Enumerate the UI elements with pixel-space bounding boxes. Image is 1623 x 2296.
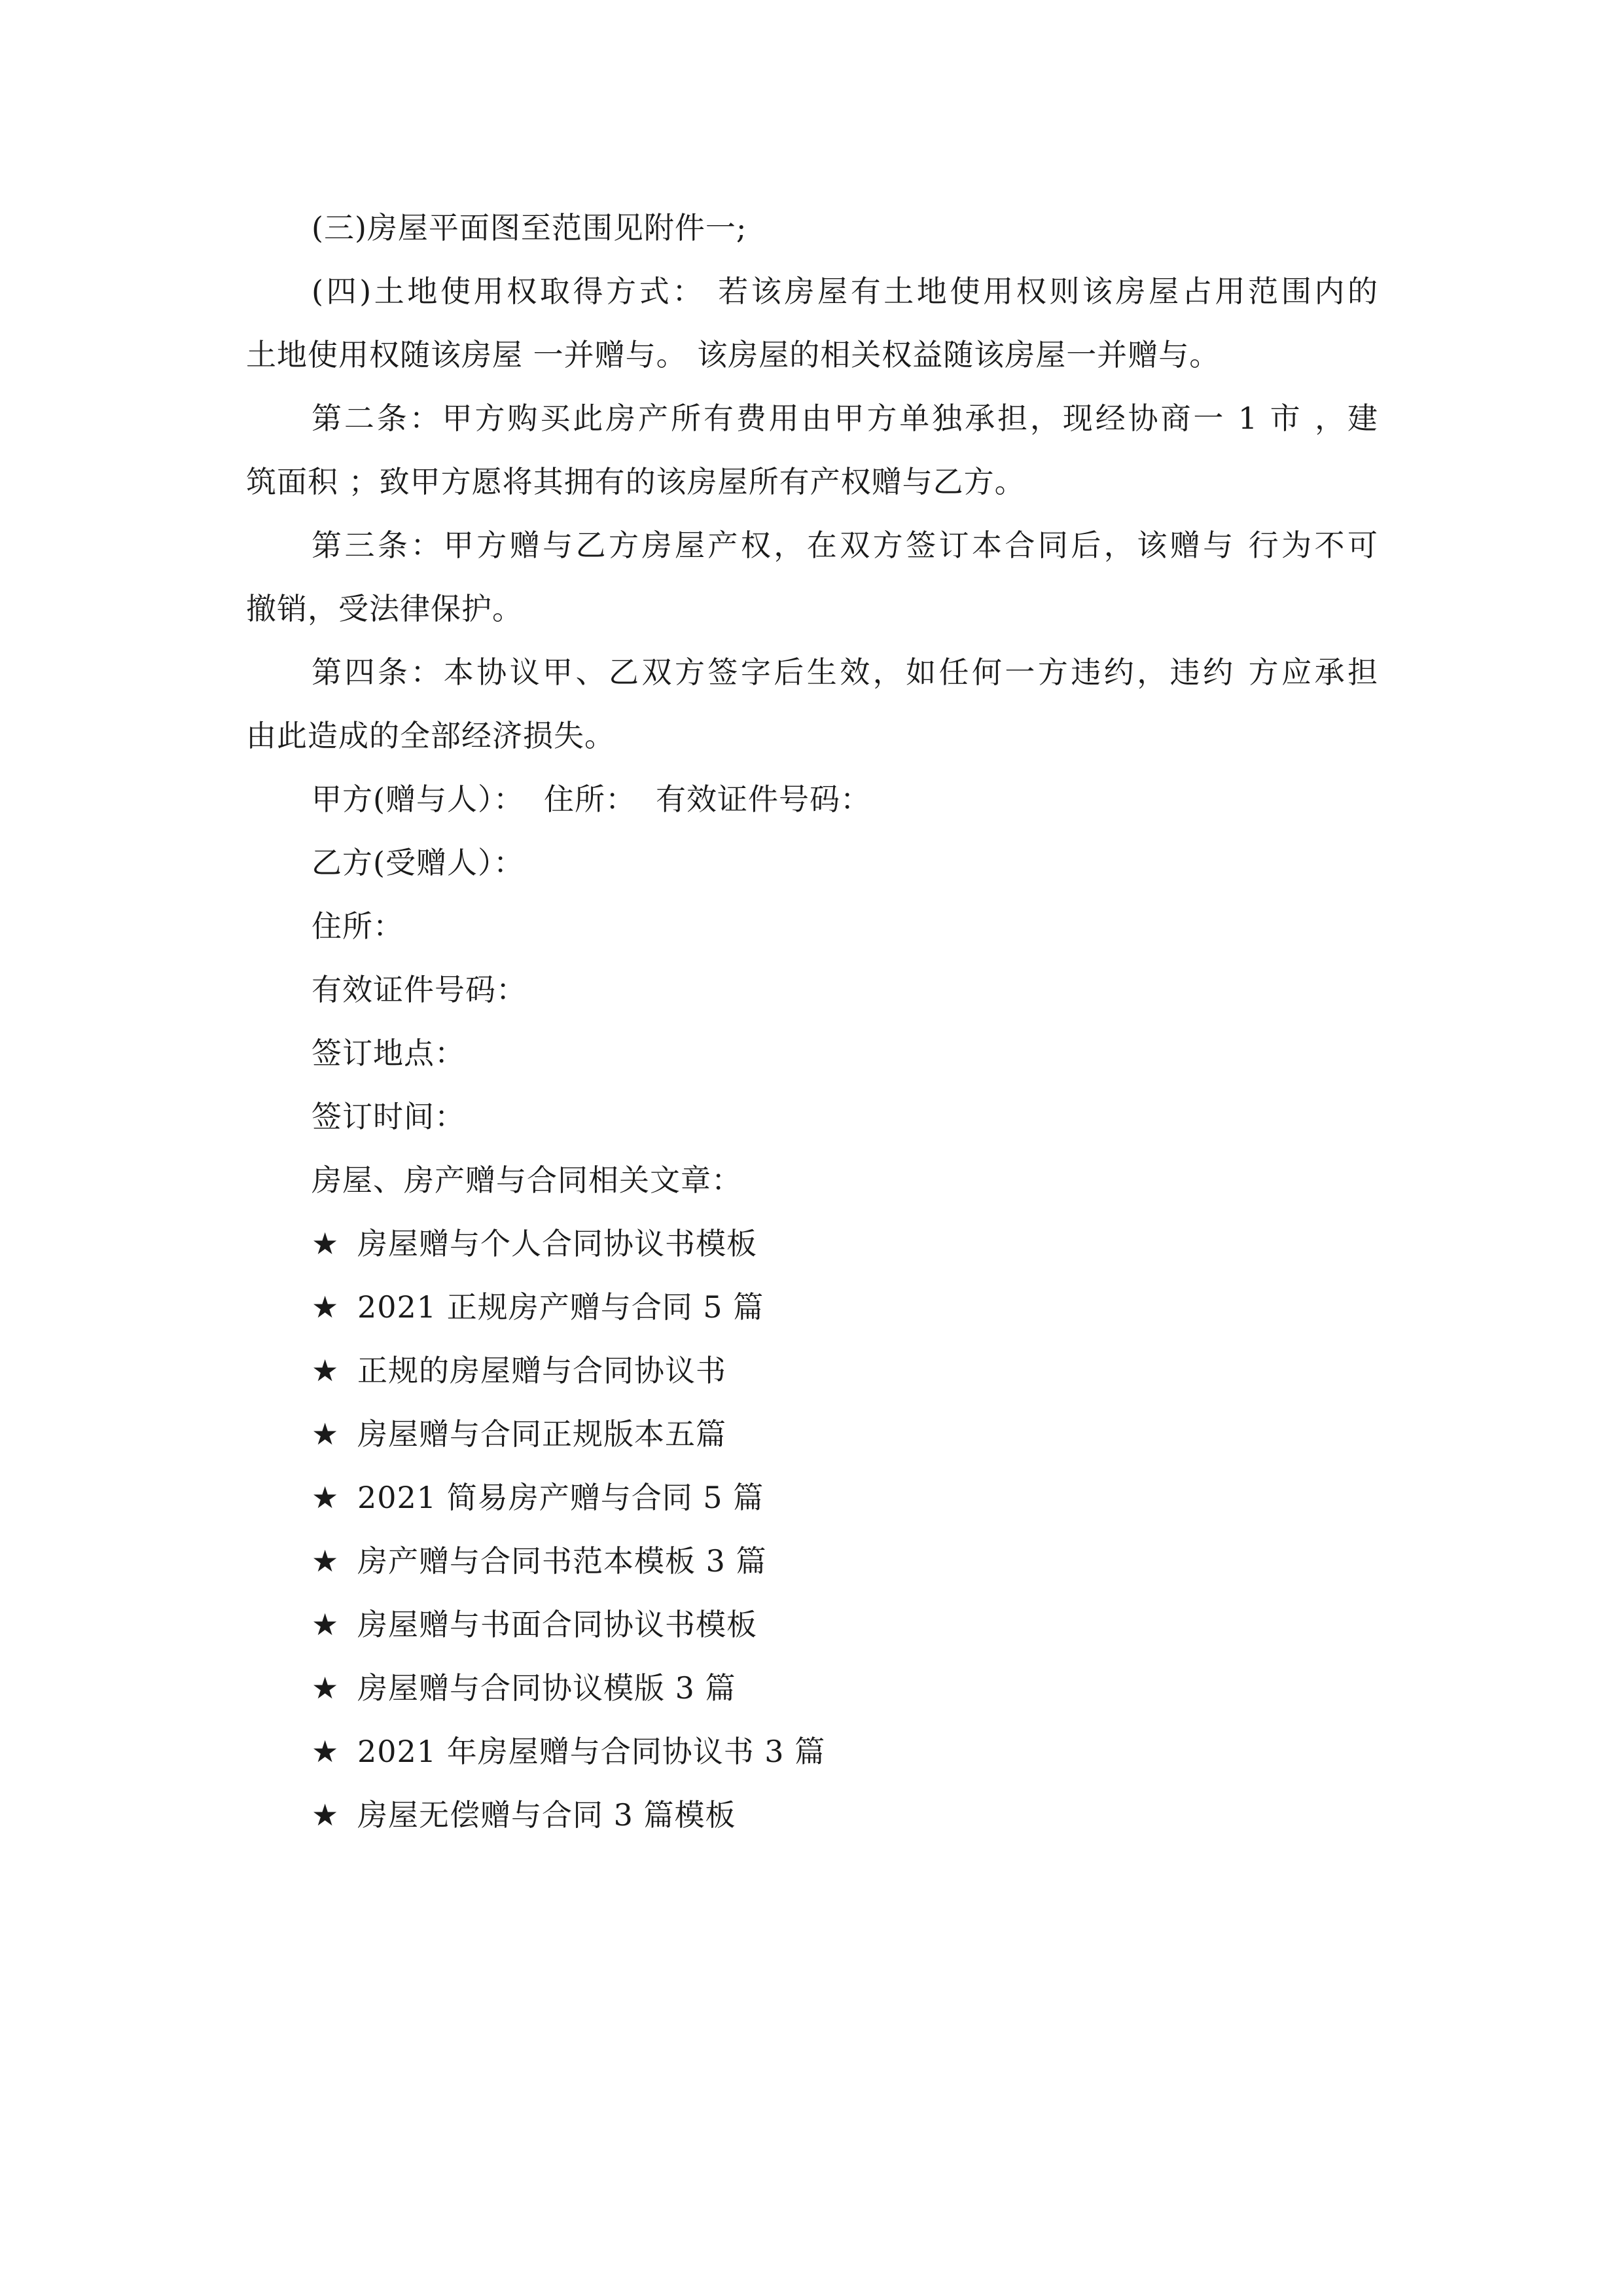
article-4-line-1: 第四条：本协议甲、乙双方签字后生效，如任何一方违约，违约 方应承担 [312, 655, 1378, 690]
party-a-label: 甲方(赠与人）： [312, 781, 524, 817]
related-article-link: 房屋赠与合同协议模版 3 篇 [357, 1670, 736, 1706]
star-icon: ★ [312, 1670, 340, 1706]
list-item [246, 1530, 1378, 1593]
related-articles-heading: 房屋、房产赠与合同相关文章： [312, 1162, 742, 1198]
related-article-link: 2021 年房屋赠与合同协议书 3 篇 [357, 1734, 826, 1769]
party-a-line [246, 768, 1378, 831]
list-item [246, 1276, 1378, 1339]
star-icon: ★ [312, 1353, 340, 1388]
star-icon: ★ [312, 1289, 340, 1325]
related-article-link: 2021 正规房产赠与合同 5 篇 [357, 1289, 764, 1325]
list-item [246, 1403, 1378, 1466]
related-articles-list [246, 1212, 1378, 1847]
article-3-line-1: 第三条：甲方赠与乙方房屋产权，在双方签订本合同后，该赠与 行为不可 [312, 528, 1378, 563]
document-body [246, 196, 1378, 1847]
related-article-link: 房屋无偿赠与合同 3 篇模板 [357, 1797, 736, 1833]
id-number-label: 有效证件号码： [312, 972, 527, 1007]
related-article-link: 房屋赠与个人合同协议书模板 [357, 1226, 757, 1261]
party-a-address-label: 住所： [543, 781, 636, 817]
list-item [246, 1784, 1378, 1847]
related-article-link: 房产赠与合同书范本模板 3 篇 [357, 1543, 767, 1579]
clause-4-line-2: 土地使用权随该房屋 一并赠与。 该房屋的相关权益随该房屋一并赠与。 [246, 337, 1221, 372]
list-item [246, 1339, 1378, 1403]
related-article-link: 房屋赠与书面合同协议书模板 [357, 1607, 757, 1642]
related-article-link: 2021 简易房产赠与合同 5 篇 [357, 1480, 764, 1515]
list-item [246, 1720, 1378, 1784]
address-label: 住所： [312, 908, 404, 944]
list-item [246, 1466, 1378, 1530]
related-article-link: 正规的房屋赠与合同协议书 [357, 1353, 726, 1388]
list-item [246, 1657, 1378, 1720]
star-icon: ★ [312, 1543, 340, 1579]
star-icon: ★ [312, 1416, 340, 1452]
star-icon: ★ [312, 1226, 340, 1261]
signing-time-label: 签订时间： [312, 1099, 465, 1134]
article-4-line-2: 由此造成的全部经济损失。 [246, 718, 615, 753]
article-3-line-2: 撤销，受法律保护。 [246, 591, 523, 626]
article-2-line-2: 筑面积 ；致甲方愿将其拥有的该房屋所有产权赠与乙方。 [246, 464, 1026, 499]
clause-4-line-1: (四)土地使用权取得方式： 若该房屋有土地使用权则该房屋占用范围内的 [312, 274, 1378, 309]
star-icon: ★ [312, 1734, 340, 1769]
signing-place-label: 签订地点： [312, 1035, 465, 1071]
party-b-label: 乙方(受赠人）： [312, 845, 524, 880]
list-item [246, 1212, 1378, 1276]
related-article-link: 房屋赠与合同正规版本五篇 [357, 1416, 726, 1452]
star-icon: ★ [312, 1607, 340, 1642]
article-2-line-1: 第二条：甲方购买此房产所有费用由甲方单独承担，现经协商一 1 市 ，建 [312, 401, 1378, 436]
party-a-id-label: 有效证件号码： [655, 781, 871, 817]
star-icon: ★ [312, 1797, 340, 1833]
clause-3: (三)房屋平面图至范围见附件一; [312, 210, 747, 245]
list-item [246, 1593, 1378, 1657]
star-icon: ★ [312, 1480, 340, 1515]
